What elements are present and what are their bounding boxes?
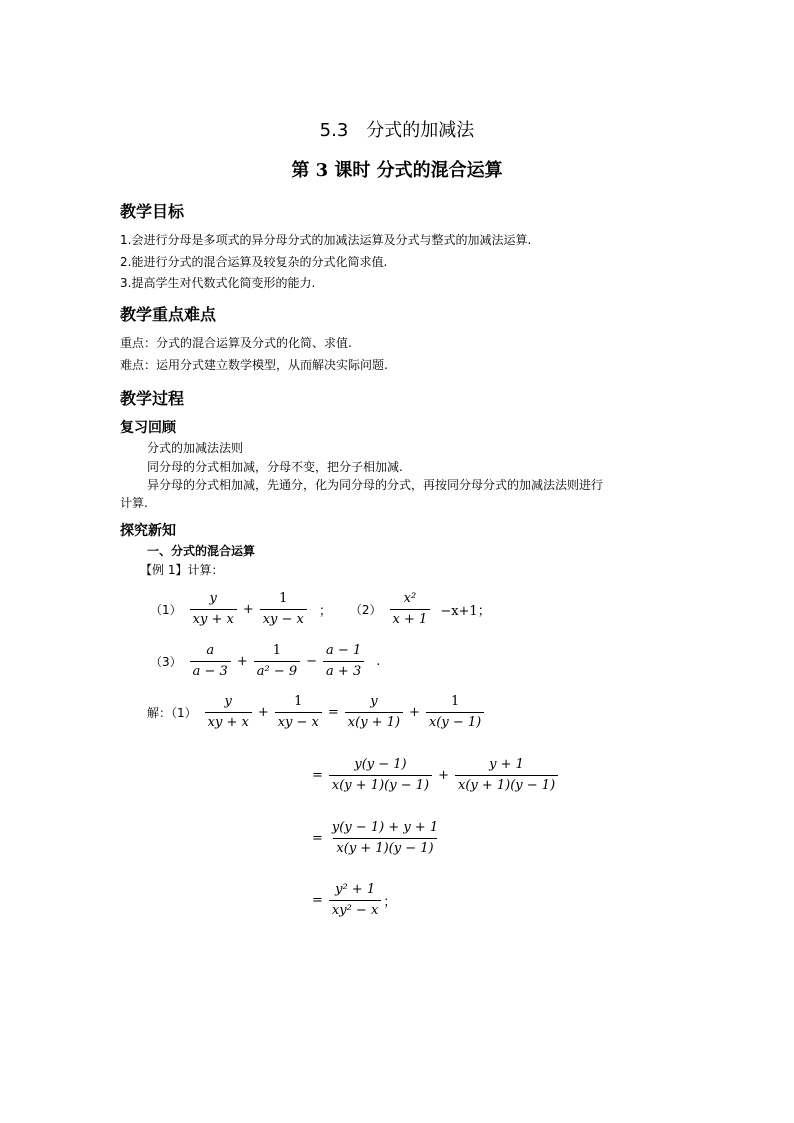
process-heading: 教学过程: [120, 389, 185, 408]
review-line: 计算.: [120, 496, 148, 510]
denominator: x(y + 1)(y − 1): [333, 838, 436, 856]
solution-step-1: 解：（1） $\frac{y}{xy + x}$ + $\frac{1}{xy - x}$ = $\frac{y}{x(y + 1)}$ + $\frac{1}{x(y - 1)}$: [147, 695, 486, 731]
expression-tail: −x+1；: [440, 604, 491, 620]
separator: .: [376, 654, 381, 670]
review-line: 同分母的分式相加减，分母不变，把分子相加减.: [147, 460, 403, 474]
numerator: 1: [450, 694, 460, 709]
fraction: [329, 758, 432, 794]
numerator: y(y − 1): [354, 757, 407, 772]
fraction: [205, 695, 252, 731]
example-label: 【例 1】计算：: [140, 563, 224, 577]
solution-label: 解：（1）: [147, 706, 197, 721]
review-line: 分式的加减法法则: [147, 441, 244, 455]
fraction: [329, 883, 381, 919]
fraction: [329, 821, 441, 857]
fraction: [455, 758, 558, 794]
numerator: x²: [403, 591, 417, 606]
separator: ；: [318, 604, 332, 620]
numerator: 1: [294, 694, 303, 709]
denominator: xy − x: [260, 609, 307, 627]
numerator: 1: [272, 643, 282, 658]
key-point-item: 难点：运用分式建立数学模型，从而解决实际问题.: [120, 358, 388, 372]
objectives-heading: 教学目标: [120, 202, 185, 221]
denominator: x(y + 1)(y − 1): [329, 775, 432, 793]
denominator: a + 3: [323, 661, 364, 679]
objective-item: 3.提高学生对代数式化简变形的能力.: [120, 276, 316, 290]
denominator: x(y + 1): [345, 712, 403, 730]
review-heading: 复习回顾: [120, 420, 176, 436]
numerator: y: [224, 694, 232, 709]
denominator: xy + x: [190, 609, 237, 627]
fraction: [190, 592, 237, 628]
problem-1-2: （1） $\frac{y}{xy + x}$ + $\frac{1}{xy - x}$ ； （2） $\frac{\text{x²}}{x + 1}$ −x+1；: [150, 591, 491, 628]
lesson-subtitle: 第 3 课时 分式的混合运算: [291, 160, 503, 181]
numerator: y(y − 1) + y + 1: [331, 820, 439, 835]
problem-label: （1）: [150, 603, 182, 618]
denominator: xy + x: [205, 712, 252, 730]
fraction: [254, 644, 300, 680]
objective-item: 1.会进行分母是多项式的异分母分式的加减法运算及分式与整式的加减法运算.: [120, 233, 532, 247]
solution-step-4: = $\frac{\text{y² + 1}}{\text{xy² − x}}$ ；: [312, 882, 397, 919]
denominator: a² − 9: [254, 661, 300, 679]
numerator: a: [206, 643, 215, 658]
fraction: [426, 695, 484, 731]
numerator: y: [209, 591, 217, 606]
solution-step-3: = $\frac{y(y - 1) + y + 1}{x(y + 1)(y - 1)}$: [308, 821, 443, 857]
denominator: x(y − 1): [426, 712, 484, 730]
objective-item: 2.能进行分式的混合运算及较复杂的分式化简求值.: [120, 255, 388, 269]
fraction: [323, 644, 364, 680]
numerator: y: [370, 694, 378, 709]
denominator: a − 3: [190, 661, 231, 679]
denominator: xy² − x: [329, 900, 381, 918]
fraction: [260, 592, 307, 628]
problem-label: （2）: [349, 603, 382, 618]
key-point-item: 重点：分式的混合运算及分式的化简、求值.: [120, 336, 352, 350]
problem-label: （3）: [150, 655, 182, 670]
denominator: x(y + 1)(y − 1): [455, 775, 558, 793]
numerator: 1: [279, 591, 288, 606]
fraction: [190, 644, 231, 680]
numerator: a − 1: [326, 643, 362, 658]
fraction: [390, 592, 431, 628]
section-heading: 一、分式的混合运算: [147, 544, 256, 558]
denominator: x + 1: [390, 609, 431, 627]
explore-heading: 探究新知: [120, 523, 176, 539]
problem-3: （3） $\frac{a}{a - 3}$ + $\frac{1}{\text{a² − 9}}$ − $\frac{a - 1}{a + 3}$ .: [150, 643, 381, 680]
denominator: xy − x: [275, 712, 322, 730]
key-points-heading: 教学重点难点: [120, 305, 217, 324]
numerator: y² + 1: [335, 882, 376, 897]
separator: ；: [383, 895, 397, 911]
numerator: y + 1: [489, 757, 524, 772]
solution-step-2: = $\frac{y(y - 1)}{x(y + 1)(y - 1)}$ + $\frac{y + 1}{x(y + 1)(y - 1)}$: [308, 758, 560, 794]
fraction: [345, 695, 403, 731]
page-title: 5.3 分式的加减法: [319, 120, 475, 141]
fraction: [275, 695, 322, 731]
review-line: 异分母的分式相加减，先通分，化为同分母的分式，再按同分母分式的加减法法则进行: [147, 478, 604, 492]
